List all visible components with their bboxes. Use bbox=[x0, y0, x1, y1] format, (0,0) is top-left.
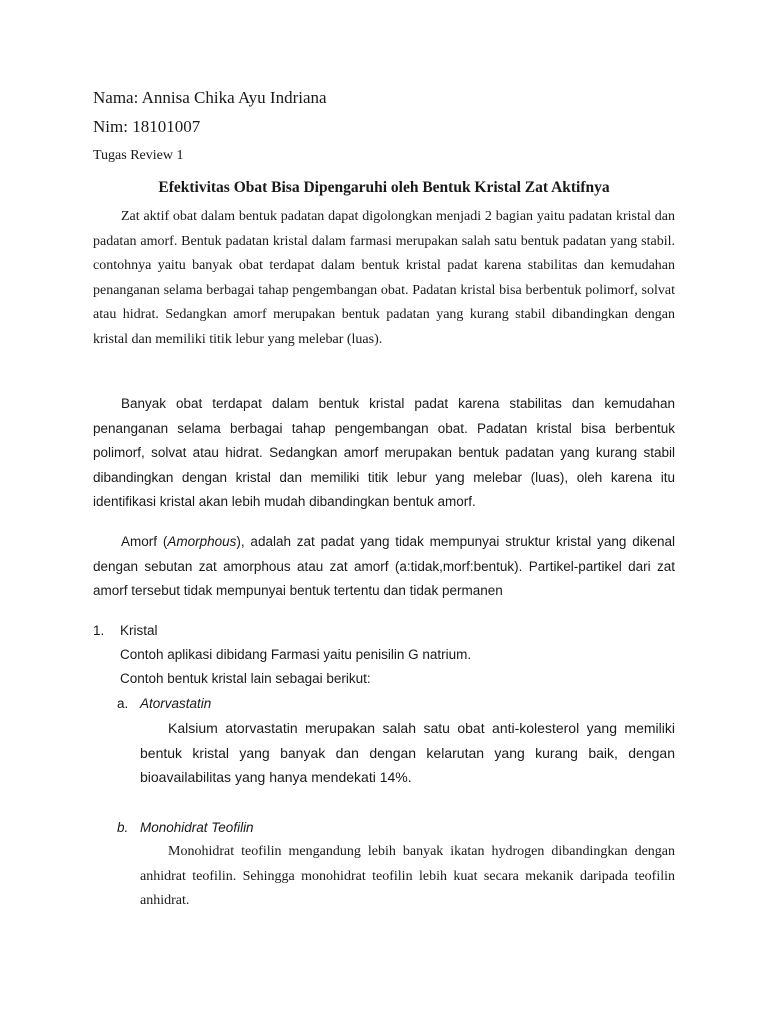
list-item-kristal: Kristal bbox=[120, 623, 158, 638]
assignment-label: Tugas Review 1 bbox=[93, 148, 184, 163]
paragraph-3-italic: Amorphous bbox=[167, 534, 237, 549]
paragraph-3 bbox=[93, 530, 675, 604]
paragraph-3-rest: ), adalah zat padat yang tidak mempunyai struktur kristal yang dikenal dengan sebutan zat amorphous atau zat amorf (a:tidak,morf:bentuk). Partikel-partikel dari zat amorf tersebut tidak mempunyai bentuk tertentu dan tidak permanen bbox=[93, 534, 675, 598]
sub-item-a-text: Kalsium atorvastatin merupakan salah satu obat anti-kolesterol yang memiliki bentuk kristal yang banyak dan dengan kelarutan yang kurang baik, dengan bioavailabilitas yang hanya mendekati 14%. bbox=[140, 720, 675, 785]
sub-item-b-text: Monohidrat teofilin mengandung lebih banyak ikatan hydrogen dibandingkan dengan anhidrat teofilin. Sehingga monohidrat teofilin lebih kuat secara mekanik daripada teofilin anhidrat. bbox=[140, 844, 675, 908]
sub-item-b-marker: b. bbox=[117, 820, 129, 835]
list-item-kristal-intro: Contoh bentuk kristal lain sebagai berikut: bbox=[120, 671, 371, 686]
sub-item-b-label: Monohidrat Teofilin bbox=[140, 820, 254, 835]
student-nim: Nim: 18101007 bbox=[93, 117, 201, 136]
list-number-1: 1. bbox=[93, 623, 105, 638]
student-name: Nama: Annisa Chika Ayu Indriana bbox=[93, 88, 327, 107]
paragraph-2: Banyak obat terdapat dalam bentuk kristal padat karena stabilitas dan kemudahan penanganan selama berbagai tahap pengembangan obat. Padatan kristal bisa berbentuk polimorf, solvat atau hidrat. Sedangkan amorf merupakan bentuk padatan yang kurang stabil dibandingkan dengan kristal dan memiliki titik lebur yang melebar (luas), oleh karena itu identifikasi kristal akan lebih mudah dibandingkan bentuk amorf. bbox=[93, 396, 675, 509]
sub-item-a-marker: a. bbox=[117, 696, 129, 711]
paragraph-1: Zat aktif obat dalam bentuk padatan dapat digolongkan menjadi 2 bagian yaitu padatan kristal dan padatan amorf. Bentuk padatan kristal dalam farmasi merupakan salah satu bentuk padatan yang stabil. contohnya yaitu banyak obat terdapat dalam bentuk kristal padat karena stabilitas dan kemudahan penanganan selama berbagai tahap pengembangan obat. Padatan kristal bisa berbentuk polimorf, solvat atau hidrat. Sedangkan amorf merupakan bentuk padatan yang kurang stabil dibandingkan dengan kristal dan memiliki titik lebur yang melebar (luas). bbox=[93, 209, 675, 347]
list-item-kristal-example: Contoh aplikasi dibidang Farmasi yaitu penisilin G natrium. bbox=[120, 647, 472, 662]
sub-item-a-label: Atorvastatin bbox=[140, 696, 212, 711]
document-title: Efektivitas Obat Bisa Dipengaruhi oleh Bentuk Kristal Zat Aktifnya bbox=[158, 179, 610, 196]
paragraph-3-start: Amorf ( bbox=[121, 534, 168, 549]
